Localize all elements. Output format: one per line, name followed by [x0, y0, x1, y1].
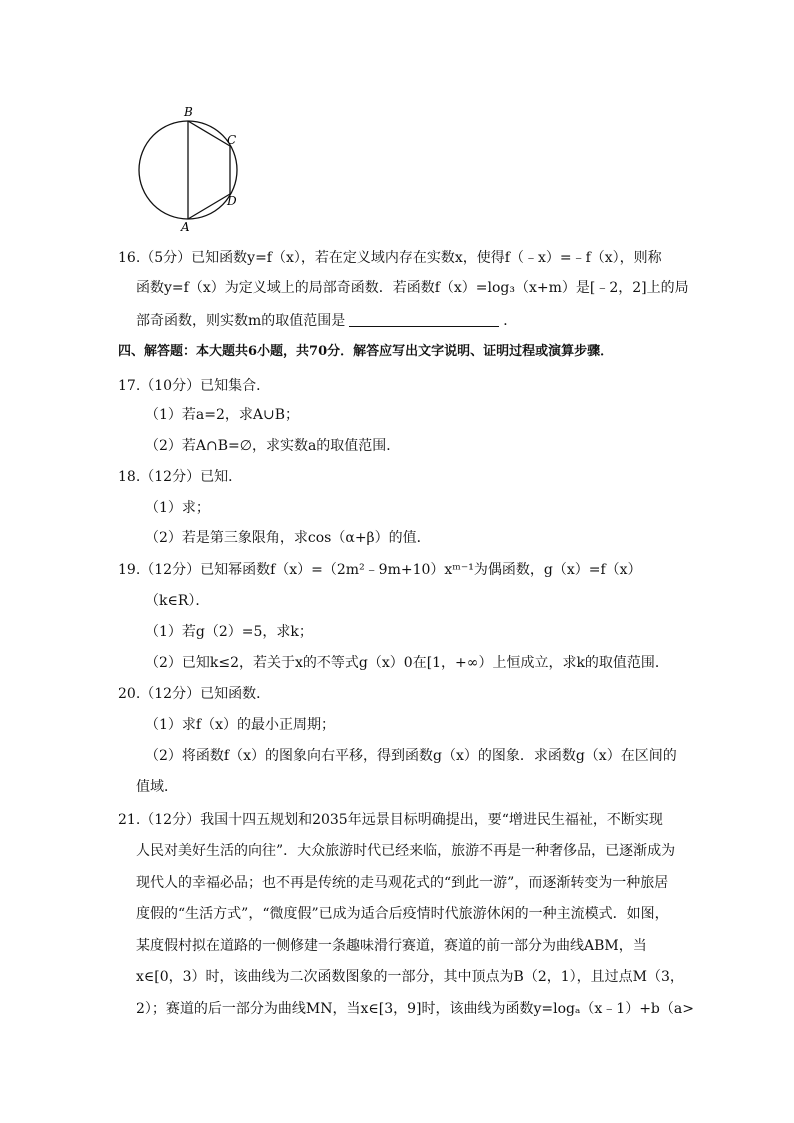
q20-part1: （1）求f（x）的最小正周期；	[145, 717, 335, 733]
q19-part2: （2）已知k≤2，若关于x的不等式g（x）0在[1，+∞）上恒成立，求k的取值范围．	[145, 655, 669, 671]
section-heading: 四、解答题：本大题共6小题，共70分．解答应写出文字说明、证明过程或演算步骤．	[118, 344, 614, 359]
q21-line5: 某度假村拟在道路的一侧修建一条趣味滑行赛道，赛道的前一部分为曲线ABM，当	[136, 938, 647, 954]
chord-da	[188, 194, 230, 219]
q21-line6: x∈[0，3）时，该曲线为二次函数图象的一部分，其中顶点为B（2，1），且过点M（3，	[136, 969, 684, 985]
q21-line3: 现代人的幸福必品；也不再是传统的走马观花式的“到此一游”，而逐渐转变为一种旅居	[136, 875, 669, 891]
q21-line2: 人民对美好生活的向往”．大众旅游时代已经来临，旅游不再是一种奢侈品，已逐渐成为	[136, 843, 676, 859]
q17-head: 17.（10分）已知集合．	[118, 378, 271, 394]
q16-line1: 16.（5分）已知函数y=f（x），若在定义域内存在实数x，使得f（﹣x）=﹣f（x），则称	[118, 250, 662, 266]
q16-line3	[136, 311, 517, 331]
answer-blank[interactable]	[349, 312, 499, 327]
label-d: D	[227, 194, 237, 208]
q16-line3-text: 部奇函数，则实数m的取值范围是	[136, 313, 346, 329]
q19-part1: （1）若g（2）=5，求k；	[145, 624, 313, 640]
label-b: B	[184, 105, 193, 119]
q20-part2: （2）将函数f（x）的图象向右平移，得到函数g（x）的图象．求函数g（x）在区间的	[145, 748, 677, 764]
label-a: A	[181, 220, 190, 234]
q21-line4: 度假的“生活方式”，“微度假”已成为适合后疫情时代旅游休闲的一种主流模式．如图，	[136, 906, 669, 922]
q17-part1: （1）若a=2，求A∪B；	[145, 407, 300, 423]
q18-part2: （2）若是第三象限角，求cos（α+β）的值．	[145, 530, 431, 546]
q18-head: 18.（12分）已知．	[118, 469, 243, 485]
q20-head: 20.（12分）已知函数．	[118, 686, 271, 702]
q21-line7: 2）；赛道的后一部分为曲线MN，当x∈[3，9]时，该曲线为函数y=logₐ（x﹣1）+b（a>	[136, 1001, 694, 1017]
q21-line1: 21.（12分）我国十四五规划和2035年远景目标明确提出，要“增进民生福祉，不断实现	[118, 812, 663, 828]
q19-head-cont: （k∈R）．	[145, 593, 210, 609]
q19-head: 19.（12分）已知幂函数f（x）=（2m²﹣9m+10）xᵐ⁻¹为偶函数，g（x）=f（x）	[118, 562, 642, 578]
chord-bc	[188, 121, 230, 146]
q18-part1: （1）求；	[145, 500, 210, 516]
q16-line2: 函数y=f（x）为定义域上的局部奇函数．若函数f（x）=log₃（x+m）是[﹣2，2]上的局	[136, 280, 689, 296]
q20-part2-cont: 值域．	[136, 779, 178, 795]
q17-part2: （2）若A∩B=∅，求实数a的取值范围．	[145, 438, 401, 454]
label-c: C	[227, 133, 237, 147]
q16-line3-end: ．	[503, 313, 518, 329]
circle-quadrilateral-figure	[130, 100, 250, 235]
